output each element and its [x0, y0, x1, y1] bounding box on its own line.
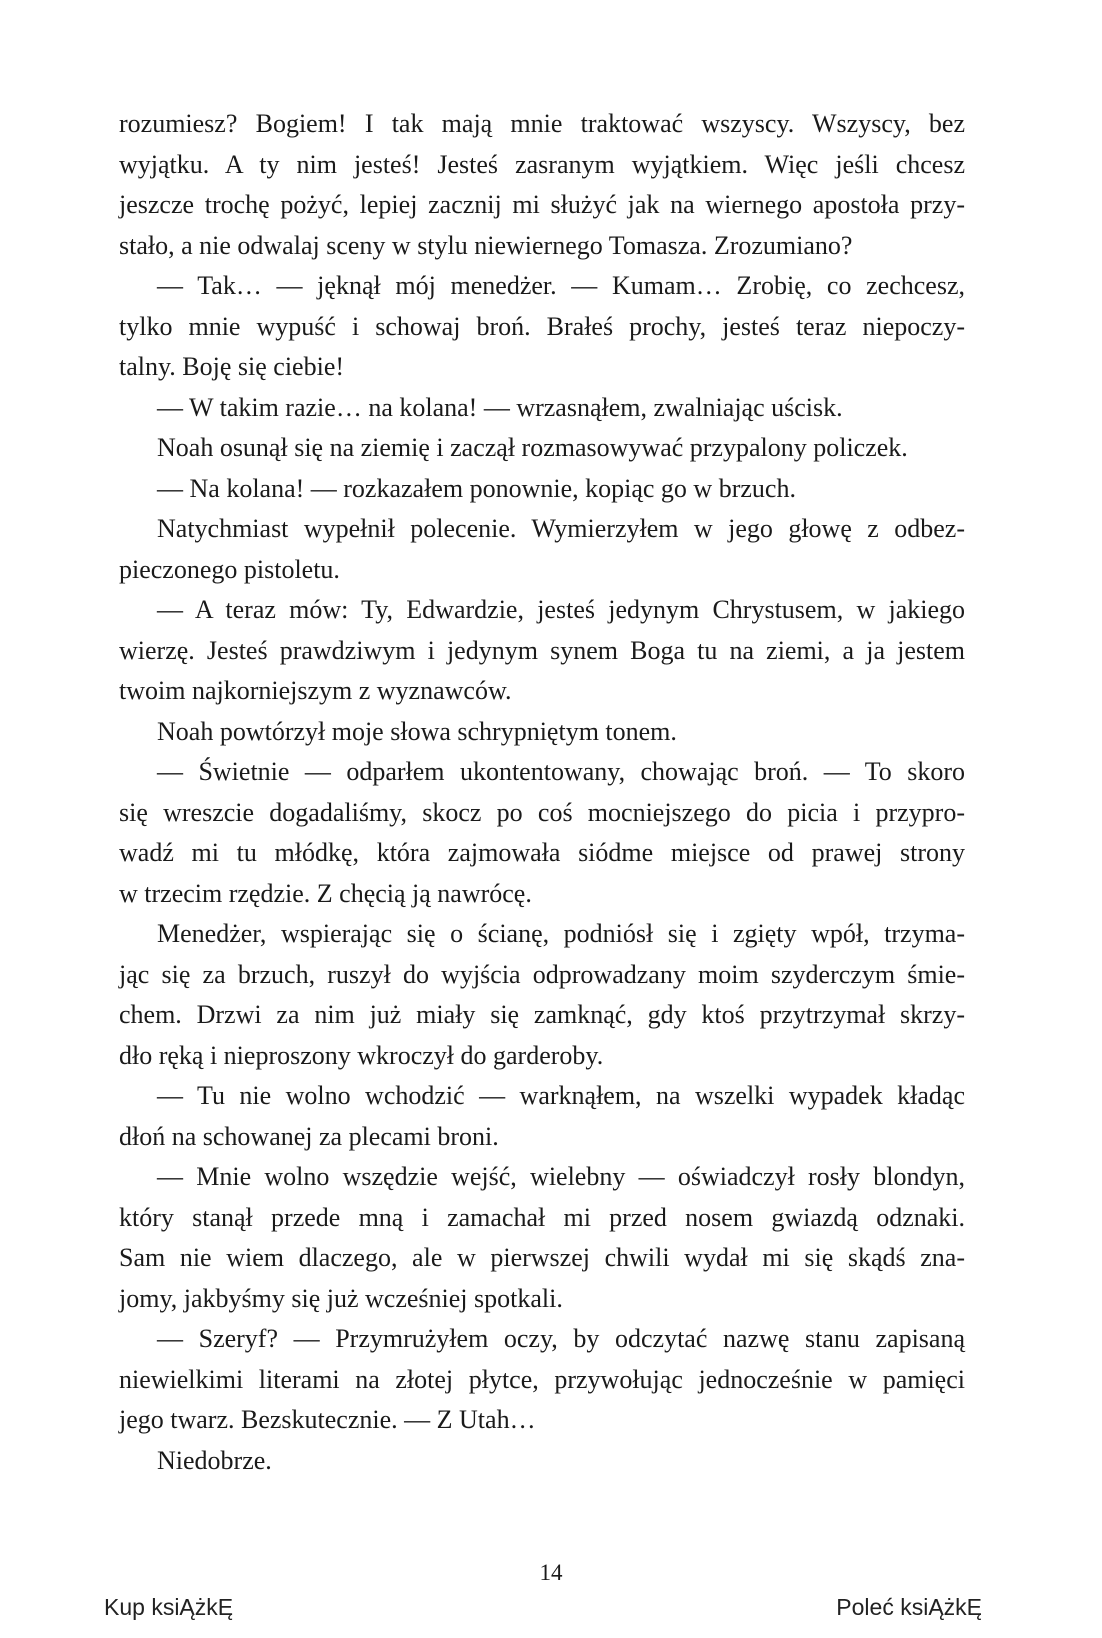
text-line: — Szeryf? — Przymrużyłem oczy, by odczytać nazwę stanu zapisaną: [157, 1324, 965, 1353]
text-line: chem. Drzwi za nim już miały się zamknąć, gdy ktoś przytrzymał skrzy-: [119, 1000, 965, 1029]
text-line: rozumiesz? Bogiem! I tak mają mnie traktować wszyscy. Wszyscy, bez: [119, 109, 965, 138]
text-line: wyjątku. A ty nim jesteś! Jesteś zasranym wyjątkiem. Więc jeśli chcesz: [119, 149, 965, 179]
text-line: pieczonego pistoletu.: [119, 554, 340, 584]
text-line: niewielkimi literami na złotej płytce, przywołując jednocześnie w pamięci: [119, 1364, 965, 1394]
recommend-book-link[interactable]: Poleć ksiĄżkĘ: [836, 1594, 982, 1620]
text-line: twoim najkorniejszym z wyznawców.: [119, 676, 512, 705]
text-line: — Na kolana! — rozkazałem ponownie, kopiąc go w brzuch.: [157, 473, 796, 503]
text-line: jego twarz. Bezskutecznie. — Z Utah…: [119, 1405, 536, 1434]
text-line: się wreszcie dogadaliśmy, skocz po coś mocniejszego do picia i przypro-: [119, 797, 965, 827]
text-line: jomy, jakbyśmy się już wcześniej spotkali.: [119, 1283, 563, 1313]
text-line: który stanął przede mną i zamachał mi przed nosem gwiazdą odznaki.: [119, 1202, 965, 1232]
buy-book-link[interactable]: Kup ksiĄżkĘ: [104, 1594, 234, 1620]
text-line: wadź mi tu młódkę, która zajmowała siódme miejsce od prawej strony: [119, 838, 965, 867]
text-line: w trzecim rzędzie. Z chęcią ją nawrócę.: [119, 878, 532, 908]
text-line: — Tak… — jęknął mój menedżer. — Kumam… Zrobię, co zechcesz,: [157, 271, 965, 300]
text-line: Natychmiast wypełnił polecenie. Wymierzyłem w jego głowę z odbez-: [157, 514, 965, 543]
text-line: Sam nie wiem dlaczego, ale w pierwszej chwili wydał mi się skądś zna-: [119, 1243, 965, 1272]
text-line: jeszcze trochę pożyć, lepiej zacznij mi służyć jak na wiernego apostoła przy-: [119, 190, 965, 219]
text-line: stało, a nie odwalaj sceny w stylu niewiernego Tomasza. Zrozumiano?: [119, 230, 853, 260]
text-line: wierzę. Jesteś prawdziwym i jedynym synem Boga tu na ziemi, a ja jestem: [119, 635, 965, 665]
page-number: 14: [539, 1560, 563, 1585]
text-line: tylko mnie wypuść i schowaj broń. Brałeś prochy, jesteś teraz niepoczy-: [119, 311, 965, 341]
text-line: dłoń na schowanej za plecami broni.: [119, 1121, 499, 1151]
text-line: — W takim razie… na kolana! — wrzasnąłem, zwalniając uścisk.: [157, 392, 843, 422]
text-line: — Mnie wolno wszędzie wejść, wielebny — oświadczył rosły blondyn,: [157, 1162, 965, 1191]
text-line: Menedżer, wspierając się o ścianę, podniósł się i zgięty wpół, trzyma-: [157, 919, 965, 948]
text-line: — Tu nie wolno wchodzić — warknąłem, na wszelki wypadek kładąc: [157, 1081, 965, 1110]
text-line: dło ręką i nieproszony wkroczył do garderoby.: [119, 1040, 604, 1070]
text-line: — A teraz mów: Ty, Edwardzie, jesteś jedynym Chrystusem, w jakiego: [157, 595, 965, 624]
text-line: Noah powtórzył moje słowa schrypniętym tonem.: [157, 716, 677, 746]
text-line: Noah osunął się na ziemię i zaczął rozmasowywać przypalony policzek.: [157, 433, 908, 462]
text-line: — Świetnie — odparłem ukontentowany, chowając broń. — To skoro: [157, 757, 965, 786]
body-text: [119, 104, 965, 1481]
text-line: jąc się za brzuch, ruszył do wyjścia odprowadzany moim szyderczym śmie-: [119, 959, 965, 989]
text-line: Niedobrze.: [157, 1445, 272, 1475]
text-line: talny. Boję się ciebie!: [119, 352, 345, 381]
